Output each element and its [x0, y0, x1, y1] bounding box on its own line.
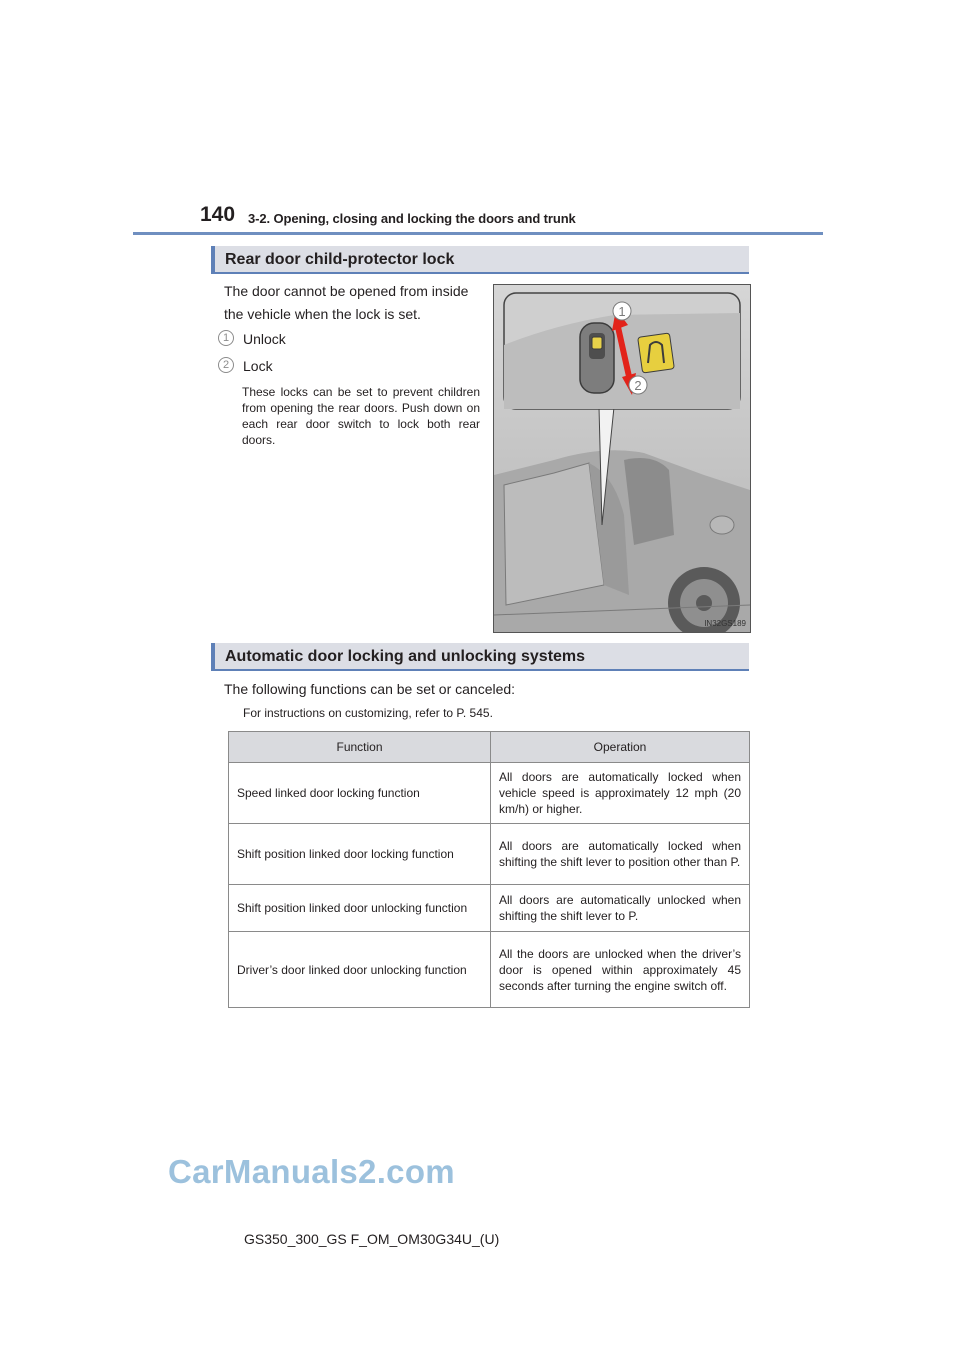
item-label-lock: Lock	[243, 358, 273, 374]
table-row	[229, 824, 750, 885]
auto-lock-heading	[211, 643, 749, 671]
table-cell-function: Driver’s door linked door unlocking function	[229, 932, 491, 1008]
child-lock-intro: The door cannot be opened from inside the vehicle when the lock is set.	[224, 283, 469, 322]
auto-lock-intro: The following functions can be set or canceled:	[224, 681, 516, 697]
table-cell-operation: All the doors are unlocked when the driver’s door is opened within approximately 45 seconds after turning the engine switch off.	[491, 932, 750, 1008]
table-header-function: Function	[229, 732, 491, 763]
child-lock-heading	[211, 246, 749, 274]
functions-table	[228, 731, 750, 1008]
item-number-2: 2	[218, 357, 234, 373]
child-lock-note: These locks can be set to prevent children from opening the rear doors. Push down on each rear door switch to lock both rear doors.	[242, 385, 480, 447]
table-cell-operation: All doors are automatically unlocked when shifting the shift lever to P.	[491, 885, 750, 932]
table-cell-operation: All doors are automatically locked when shifting the shift lever to position other than P.	[491, 824, 750, 885]
section-title: 3-2. Opening, closing and locking the doors and trunk	[248, 211, 576, 226]
child-lock-heading-text: Rear door child-protector lock	[225, 251, 455, 268]
table-cell-operation: All doors are automatically locked when vehicle speed is approximately 12 mph (20 km/h) or higher.	[491, 763, 750, 824]
table-cell-function: Shift position linked door unlocking function	[229, 885, 491, 932]
table-header-row	[229, 732, 750, 763]
svg-text:2: 2	[634, 378, 642, 393]
table-row	[229, 763, 750, 824]
table-cell-function: Shift position linked door locking function	[229, 824, 491, 885]
figure-code: IN32GS189	[704, 619, 746, 628]
item-number-1: 1	[218, 330, 234, 346]
table-row	[229, 885, 750, 932]
page-number: 140	[200, 203, 236, 226]
child-lock-illustration	[493, 284, 751, 633]
footer-doc-code: GS350_300_GS F_OM_OM30G34U_(U)	[244, 1231, 500, 1247]
table-header-operation: Operation	[491, 732, 750, 763]
auto-lock-note: For instructions on customizing, refer to P. 545.	[243, 706, 493, 720]
watermark-logo: CarManuals2.com	[168, 1153, 455, 1190]
auto-lock-heading-text: Automatic door locking and unlocking systems	[225, 648, 586, 665]
door-illustration-svg	[494, 285, 750, 632]
header-rule	[133, 232, 823, 235]
item-label-unlock: Unlock	[243, 331, 286, 347]
table-row	[229, 932, 750, 1008]
svg-text:1: 1	[618, 304, 626, 319]
table-cell-function: Speed linked door locking function	[229, 763, 491, 824]
